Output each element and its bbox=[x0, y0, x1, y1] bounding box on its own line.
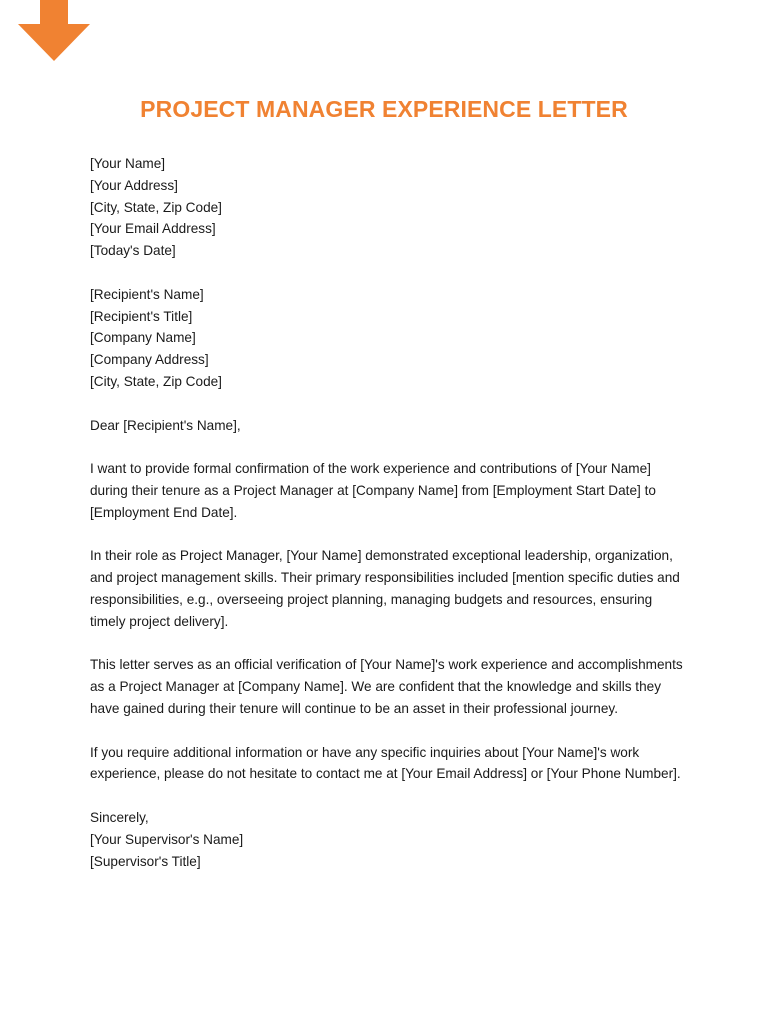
recipient-title: [Recipient's Title] bbox=[90, 308, 193, 324]
recipient-city-state-zip: [City, State, Zip Code] bbox=[90, 373, 222, 389]
sender-email: [Your Email Address] bbox=[90, 221, 216, 237]
recipient-company-address: [Company Address] bbox=[90, 352, 209, 368]
paragraph-role: In their role as Project Manager, [Your Name] demonstrated exceptional leadership, organization, and project management skills. Their primary responsibilities included [mention specific duties and responsibilities, e.g., overseeing project planning, managing budgets and resources, ensuring timely project delivery]. bbox=[90, 548, 680, 629]
signer-name: [Your Supervisor's Name] bbox=[90, 831, 244, 847]
letter-body bbox=[90, 153, 690, 872]
letter-title: PROJECT MANAGER EXPERIENCE LETTER bbox=[140, 96, 628, 122]
paragraph-verification: This letter serves as an official verification of [Your Name]'s work experience and accomplishments as a Project Manager at [Company Name]. We are confident that the knowledge and skills they have gained during their tenure will continue to be an asset in their professional journey. bbox=[90, 657, 683, 716]
letter-date: [Today's Date] bbox=[90, 243, 176, 259]
sender-address: [Your Address] bbox=[90, 177, 178, 193]
recipient-company: [Company Name] bbox=[90, 330, 196, 346]
sender-name: [Your Name] bbox=[90, 156, 166, 171]
closing-block bbox=[90, 807, 690, 872]
sign-off: Sincerely, bbox=[90, 809, 149, 825]
paragraph-confirmation: I want to provide formal confirmation of the work experience and contributions of [Your Name] during their tenure as a Project Manager at [Company Name] from [Employment Start Date] to [Employment End Date]. bbox=[90, 461, 656, 520]
signer-title: [Supervisor's Title] bbox=[90, 853, 201, 869]
sender-block bbox=[90, 153, 690, 262]
paragraph-contact: If you require additional information or have any specific inquiries about [Your Name]'s work experience, please do not hesitate to contact me at [Your Email Address] or [Your Phone Number]. bbox=[90, 744, 681, 782]
salutation: Dear [Recipient's Name], bbox=[90, 417, 241, 433]
sender-city-state-zip: [City, State, Zip Code] bbox=[90, 199, 222, 215]
recipient-block bbox=[90, 284, 690, 393]
arrow-down-icon bbox=[18, 0, 90, 62]
recipient-name: [Recipient's Name] bbox=[90, 286, 204, 302]
arrow-down-shape bbox=[18, 0, 90, 61]
